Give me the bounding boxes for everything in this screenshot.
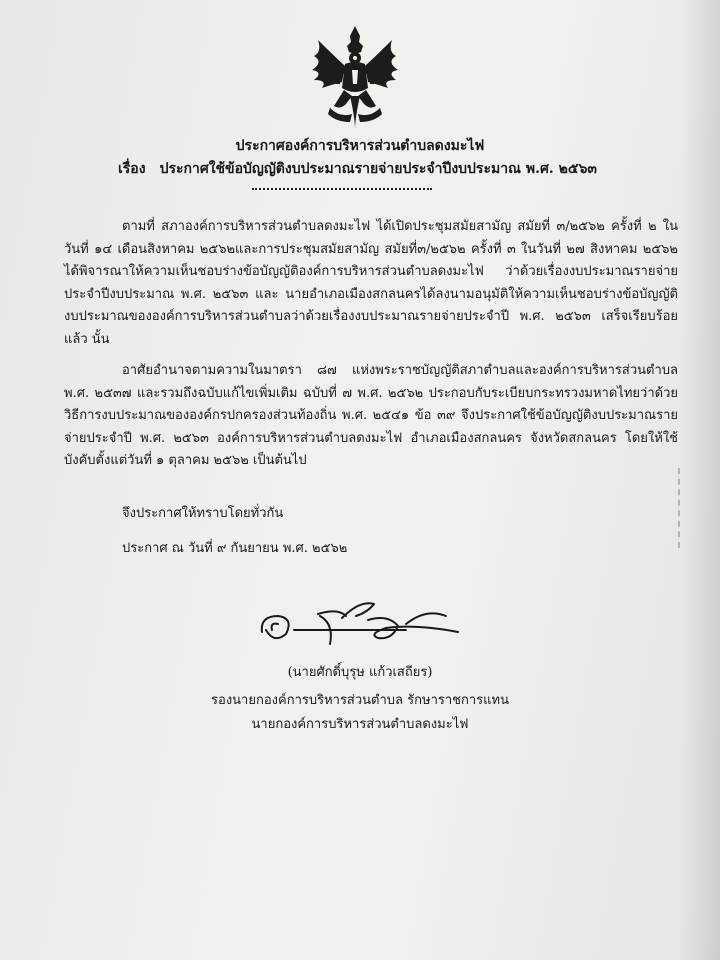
document-title: ประกาศองค์การบริหารส่วนตำบลดงมะไฟ — [235, 138, 485, 154]
signer-name: (นายศักดิ์บุรุษ แก้วเสถียร) — [287, 665, 433, 680]
margin-mark — [678, 468, 690, 548]
handwritten-signature — [256, 594, 466, 652]
document-subject — [118, 158, 708, 180]
date-line: ประกาศ ณ วันที่ ๙ กันยายน พ.ศ. ๒๕๖๒ — [122, 541, 348, 556]
dotted-divider — [252, 188, 432, 190]
signer-position-1: รองนายกองค์การบริหารส่วนตำบล รักษาราชการแทน — [211, 693, 509, 708]
garuda-emblem-icon — [300, 22, 410, 134]
signer-position-2: นายกองค์การบริหารส่วนตำบลดงมะไฟ — [251, 717, 469, 732]
paragraph-2: อาศัยอำนาจตามความในมาตรา ๘๗ แห่งพระราชบัญญัติสภาตำบลและองค์การบริหารส่วนตำบล พ.ศ. ๒๕๓๗ และรวมถึงฉบับแก้ไขเพิ่มเติม ฉบับที่ ๗ พ.ศ. ๒๕๖๒ ประกอบกับระเบียบกระทรวงมหาดไทยว่าด้วยวิธีการงบประมาณขององค์กรปกครองส่วนท้องถิ่น พ.ศ. ๒๕๔๑ ข้อ ๓๙ จึงประกาศใช้ข้อบัญญัติงบประมาณรายจ่ายประจำปี พ.ศ. ๒๕๖๓ องค์การบริหารส่วนตำบลดงมะไฟ อำเภอเมืองสกลนคร จังหวัดสกลนคร โดยให้ใช้บังคับตั้งแต่วันที่ ๑ ตุลาคม ๒๕๖๒ เป็นต้นไป — [64, 363, 678, 468]
announce-line: จึงประกาศให้ทราบโดยทั่วกัน — [122, 506, 284, 521]
subject-text: ประกาศใช้ข้อบัญญัติงบประมาณรายจ่ายประจำปีงบประมาณ พ.ศ. ๒๕๖๓ — [159, 161, 597, 177]
paragraph-1: ตามที่ สภาองค์การบริหารส่วนตำบลดงมะไฟ ได้เปิดประชุมสมัยสามัญ สมัยที่ ๓/๒๕๖๒ ครั้งที่ ๒ ในวันที่ ๑๔ เดือนสิงหาคม ๒๕๖๒และการประชุมสมัยสามัญ สมัยที่๓/๒๕๖๒ ครั้งที่ ๓ ในวันที่ ๒๗ สิงหาคม ๒๕๖๒ ได้พิจารณาให้ความเห็นชอบร่างข้อบัญญัติองค์การบริหารส่วนตำบลดงมะไฟ ว่าด้วยเรื่องงบประมาณรายจ่ายประจำปีงบประมาณ พ.ศ. ๒๕๖๓ และ นายอำเภอเมืองสกลนครได้ลงนามอนุมัติให้ความเห็นชอบร่างข้อบัญญัติงบประมาณขององค์การบริหารส่วนตำบลว่าด้วยเรื่องงบประมาณรายจ่ายประจำปี พ.ศ. ๒๕๖๓ เสร็จเรียบร้อยแล้ว นั้น — [64, 219, 678, 347]
subject-label: เรื่อง — [118, 161, 146, 177]
